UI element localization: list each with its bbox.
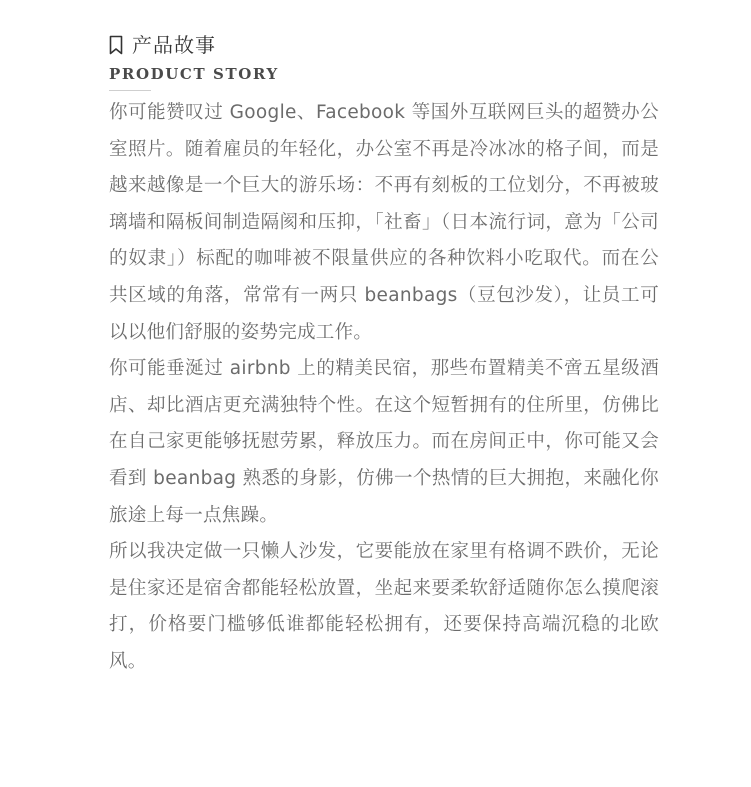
story-body xyxy=(109,95,659,681)
story-paragraph: 你可能垂涎过 airbnb 上的精美民宿，那些布置精美不啻五星级酒店、却比酒店更充满独特个性。在这个短暂拥有的住所里，仿佛比在自己家更能够抚慰劳累，释放压力。而在房间正中，你可能又会看到 beanbag 熟悉的身影，仿佛一个热情的巨大拥抱，来融化你旅途上每一点焦躁。 xyxy=(109,358,659,526)
story-paragraph: 你可能赞叹过 Google、Facebook 等国外互联网巨头的超赞办公室照片。随着雇员的年轻化，办公室不再是冷冰冰的格子间，而是越来越像是一个巨大的游乐场：不再有刻板的工位划分，不再被玻璃墙和隔板间制造隔阂和压抑，「社畜」（日本流行词，意为「公司的奴隶」）标配的咖啡被不限量供应的各种饮料小吃取代。而在公共区域的角落，常常有一两只 beanbags（豆包沙发），让员工可以以他们舒服的姿势完成工作。 xyxy=(109,102,659,343)
title-divider xyxy=(109,90,151,91)
section-title: 产品故事 xyxy=(132,33,216,57)
product-story-section xyxy=(109,30,659,681)
bookmark-icon xyxy=(109,35,123,55)
story-paragraph: 所以我决定做一只懒人沙发，它要能放在家里有格调不跌价，无论是住家还是宿舍都能轻松放置，坐起来要柔软舒适随你怎么摸爬滚打，价格要门槛够低谁都能轻松拥有，还要保持高端沉稳的北欧风。 xyxy=(109,541,659,672)
section-header xyxy=(109,30,659,60)
section-subtitle: PRODUCT STORY xyxy=(109,65,279,83)
